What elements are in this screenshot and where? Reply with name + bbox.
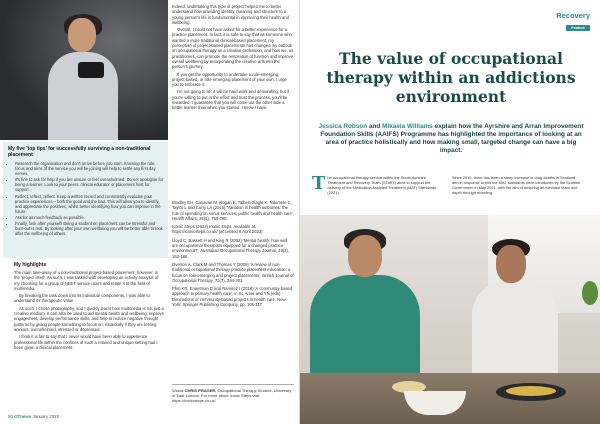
top-tips-list <box>3 161 168 236</box>
tip-item: • It's fine to ask for help if you are unsure or feel overwhelmed. Do not apologise for being a learner. Look to your peers, clinical educator or placement host for support. <box>15 177 165 192</box>
tip-item: • Reflect, reflect, reflect. Keep a written record and consistently evaluate your practice experiences – both the good and the bad. This will allow you to identify and appreciate the positives, whilst better identifying how you can improve in the future. <box>15 194 165 214</box>
top-tips-heading: My five 'top tips' for successfully surviving a non-traditional placement <box>8 146 151 158</box>
reference-item: Lloyd C, Bassett H and King R (2002) 'Mental health: how well are occupational therapists equipped for a changed practice environment?', Australian Occupational Therapy Journal, 49(3), 163-166. <box>172 237 290 259</box>
byline-link[interactable]: https://iconicsteps.co.uk/ <box>172 398 216 403</box>
drop-cap: T <box>312 173 326 194</box>
byline-text: , Occupational Therapy Student, University of East London. For more about Iconic Steps visit <box>172 388 292 398</box>
body-paragraph: The main take-away of a non-traditional project-based placement, however, is the 'project itself'. As such, I was tasked with developing an activity analysis of my choosing for a group of NEET service users and relate it to the field of multimedia. <box>14 270 159 291</box>
standfirst-and: and <box>367 123 383 130</box>
tip-item: • Ask for as much feedback as possible. <box>15 215 165 220</box>
plant-icon <box>582 281 598 305</box>
issue-date: January 2025 <box>32 414 60 419</box>
body-paragraph: If you get the opportunity to undertake a role-emerging, project-based, or role-emerging placement of your own, I urge you to embrace it. <box>172 71 287 88</box>
intro-column-1 <box>312 175 442 195</box>
highlights-section <box>14 262 164 352</box>
body-paragraph: Indeed, undertaking this type of project helped me to better understand how providing identity, meaning and structure to a young person's life is fundamental in improving their health and wellbeing. <box>172 4 289 25</box>
standfirst-text: explain how the Ayrshire and Arran Improvement Foundation Skills (AAIFS) Programme has highlighted the importance of looking at an area of practice holistically and how making small, targeted change can have a big impact. <box>320 123 584 154</box>
student-photographer-photo <box>0 0 168 140</box>
camera-icon <box>78 62 104 78</box>
reference-item: Phiri KR, Enaetman D and Ramirez I (2018) 'A community-based approach to primary health care', in SL Amer and YN (eds) Dimensions of community-based projects in health care, New York: Springer Publishing Company, pp. 105-117. <box>172 286 293 308</box>
body-paragraph: As such, I chose photography, and I quickly learnt how multimedia is not just a creative medium. It can also be used to aid mental health and wellbeing, improve engagement, develop performance skills, and help to reduce negative thought patterns by giving people something to focus on, especially if they are feeling anxious, overwhelmed, stressed or depressed. <box>14 305 164 332</box>
page-footer <box>8 414 59 419</box>
reference-item: Overton A, Clark M and Thomas Y (2009) 'A review of non-traditional occupational therapy practice placement education: a focus on role-emerging and project placements', British Journal of Occupational Therapy, 72(7), 294-301. <box>172 261 294 283</box>
tip-item: • Research the organisation and don't arrive before you start. Knowing the role, focus and aims of the service you will be joining will help to settle any first day nerves. <box>15 161 165 176</box>
intro-column-2 <box>452 175 582 195</box>
article-title: The value of occupational therapy within an addictions environment <box>326 49 576 106</box>
reference-item: Bradley EH, Canavan M, Rogan E, Talbert-Slagle K, Ndumele C, Taylor L and Curry LA (2016) 'Variation in health outcomes: the role of spending on social services, public health and health care', Health Affairs, 35(5), 760-768. <box>172 200 294 221</box>
reference-item: Iconic Steps (2023) Iconic steps. Available at: https://iconicsteps.co.uk/ (accessed 6 April 2023) <box>172 224 263 235</box>
body-paragraph: By breaking the task down into its individual components, I was able to understand its therapeutic value. <box>14 293 150 304</box>
article-body-continued <box>172 4 294 113</box>
byline-author: CHRIS PRAGER <box>184 388 216 393</box>
body-paragraph: I'm not going to lie: it will be hard work and demanding, but if you're willing to put in the effort and trust the process, you'll be rewarded. I guarantee that you will come out the other side a better learner than when you started. I know I have. <box>172 89 290 111</box>
right-page <box>300 0 600 424</box>
byline-words-label: Words <box>172 388 184 393</box>
highlights-body <box>14 270 164 350</box>
frying-pan-icon <box>496 383 566 401</box>
author-byline <box>172 384 294 403</box>
body-paragraph: Overall, I could not have asked for a better experience for a practice placement. In fact, it is safe to say that as someone who wanted a more traditional clinical-based placement, my perception of project-based placements has changed my outlook on occupational therapy as a creative profession, and how we, as practitioners, can promote the restoration of function and improve overall wellbeing by incorporating the creative arts into the person's journey. <box>172 27 294 70</box>
top-tips-box <box>3 142 168 258</box>
magazine-name: OTnews <box>14 414 32 419</box>
references-list <box>172 200 294 310</box>
intro-text: Since 2019, there has been a steep increase in drug deaths in Scotland and in response to this the MAT standards were introduced by the Scottish Government in May 2021, with the aim of ensuring an elevated team and depth through enabling <box>452 175 581 195</box>
section-label: Recovery <box>556 11 590 20</box>
body-paragraph: I think it is fair to say that I never would have been able to experience professional life within the confines of such a relaxed and unique setting had I been given a clinical placement. <box>14 334 158 350</box>
highlights-heading: My highlights <box>14 262 47 268</box>
author-name: Jessica Robson <box>318 123 368 130</box>
kitchen-cooking-photo <box>300 215 600 424</box>
tip-item: • Finally, look after yourself! Being a student on placement can be stressful and burn-out is real. By looking after your own wellbeing you will be better able to look after the wellbeing of others. <box>15 221 165 236</box>
author-name: Mikaela Williams <box>382 123 433 130</box>
intro-text: he occupational therapy service within the South Ayrshire Treatment and Recovery Team (STaRT) aims to support the delivery of the Medication Assisted Treatment (MAT) Standards (2021). <box>327 175 437 195</box>
feature-badge: Feature <box>566 25 590 31</box>
standfirst <box>318 123 584 155</box>
page-number: 50 <box>8 414 13 419</box>
